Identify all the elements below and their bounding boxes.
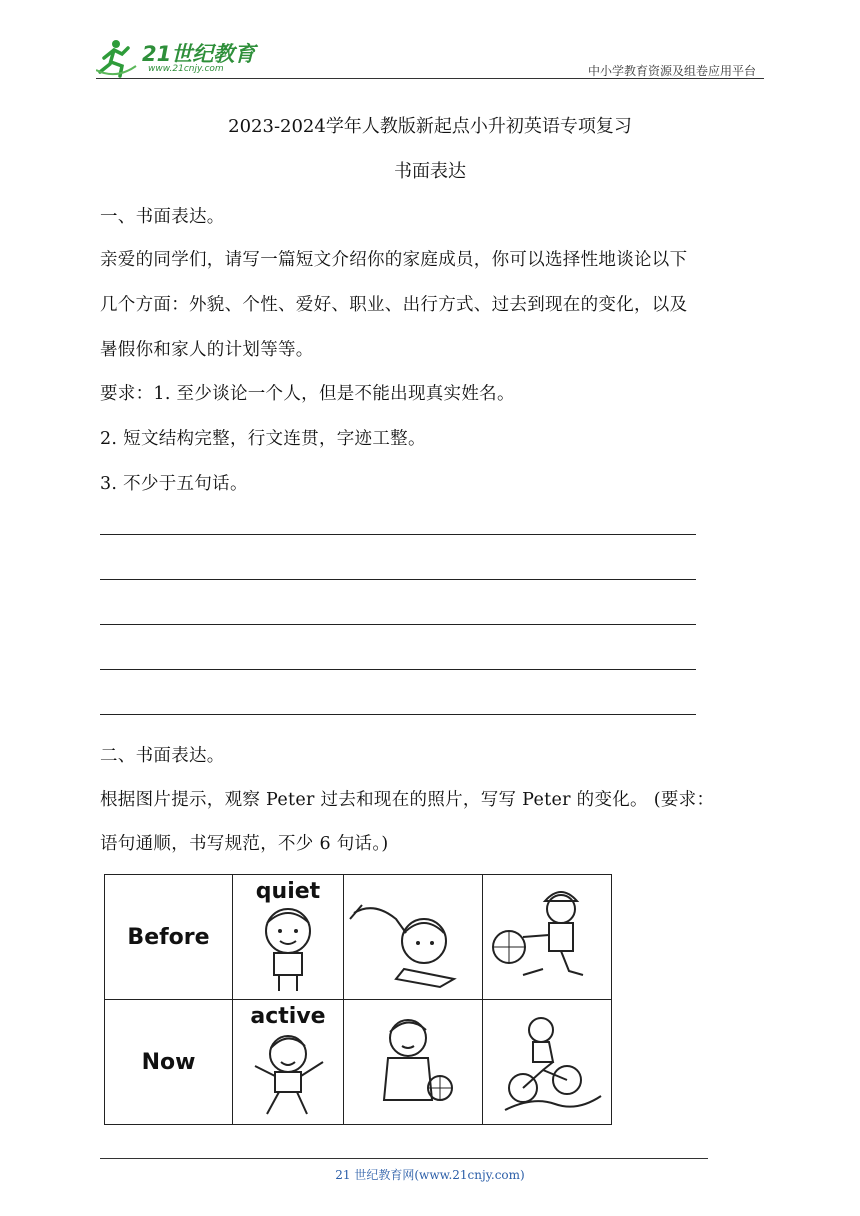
- boy-basketball-picture: [344, 1000, 483, 1125]
- section2-heading: 二、书面表达。: [100, 746, 225, 766]
- page-header: [96, 34, 760, 80]
- answer-line[interactable]: [100, 579, 696, 580]
- logo-text: 21世纪教育: [142, 42, 256, 66]
- requirement-2: 2. 短文结构完整，行文连贯，字迹工整。: [100, 429, 426, 449]
- boy-standing-picture: [233, 875, 344, 1000]
- fallen-bike-illustration: [483, 875, 611, 999]
- answer-line[interactable]: [100, 669, 696, 670]
- section1-heading: 一、书面表达。: [100, 207, 225, 227]
- answer-line[interactable]: [100, 624, 696, 625]
- site-logo: [96, 36, 266, 78]
- platform-name: 中小学教育资源及组卷应用平台: [587, 64, 756, 78]
- section1-prompt-line-1: 亲爱的同学们，请写一篇短文介绍你的家庭成员，你可以选择性地谈论以下: [100, 250, 688, 270]
- boy-fallen-bike-picture: [483, 875, 612, 1000]
- section1-prompt-line-2: 几个方面：外貌、个性、爱好、职业、出行方式、过去到现在的变化，以及: [100, 295, 688, 315]
- logo-url: www.21cnjy.com: [148, 64, 224, 74]
- answer-line[interactable]: [100, 534, 696, 535]
- word-active: active: [250, 1004, 326, 1029]
- row-label-before: Before: [105, 875, 233, 1000]
- requirement-1: 要求：1. 至少谈论一个人，但是不能出现真实姓名。: [100, 384, 515, 404]
- section2-prompt-line-1: 根据图片提示，观察 Peter 过去和现在的照片，写写 Peter 的变化。 (要求：: [100, 790, 715, 810]
- table-row: [105, 875, 612, 1000]
- header-divider: [96, 78, 764, 79]
- basketball-boy-illustration: [344, 1000, 482, 1124]
- boy-mountain-bike-picture: [483, 1000, 612, 1125]
- section1-prompt-line-3: 暑假你和家人的计划等等。: [100, 340, 314, 360]
- mountain-bike-illustration: [483, 1000, 611, 1124]
- word-quiet: quiet: [255, 879, 321, 904]
- reading-boy-illustration: [344, 875, 482, 999]
- answer-line[interactable]: [100, 714, 696, 715]
- boy-reading-picture: [344, 875, 483, 1000]
- section2-prompt-line-2: 语句通顺，书写规范，不少 6 句话。): [100, 834, 389, 854]
- table-row: [105, 1000, 612, 1125]
- peter-picture-table: [104, 874, 612, 1125]
- row-label-now: Now: [105, 1000, 233, 1125]
- footer-divider: [100, 1158, 708, 1159]
- boy-waving-picture: [233, 1000, 344, 1125]
- footer-link[interactable]: 21 世纪教育网(www.21cnjy.com): [335, 1168, 525, 1182]
- document-subtitle: 书面表达: [394, 161, 466, 182]
- requirement-3: 3. 不少于五句话。: [100, 474, 248, 494]
- document-title: 2023-2024学年人教版新起点小升初英语专项复习: [228, 116, 632, 137]
